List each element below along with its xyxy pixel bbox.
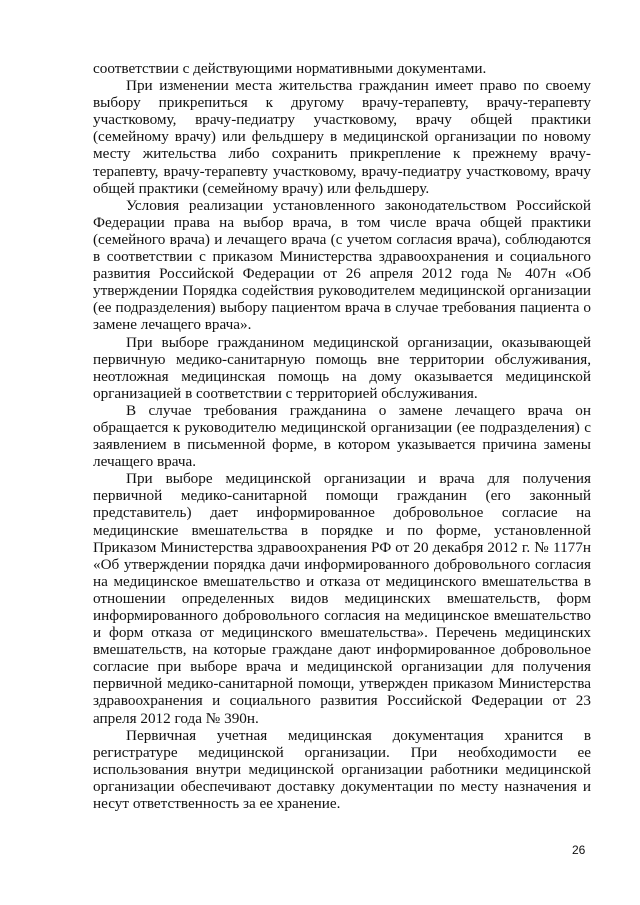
- paragraph-outside-territory: При выборе гражданином медицинской организации, оказывающей первичную медико-санитарную помощь вне территории обслуживания, неотложная медицинская помощь на дому оказывается медицинской организацией в соответствии с территорией обслуживания.: [93, 333, 591, 402]
- paragraph-doctor-replacement: В случае требования гражданина о замене лечащего врача он обращается к руководителю медицинской организации (ее подразделения) с заявлением в письменной форме, в котором указывается причина замены лечащего врача.: [93, 401, 591, 471]
- paragraph-documentation-storage: Первичная учетная медицинская документация хранится в регистратуре медицинской организации. При необходимости ее использования внутри медицинской организации работники медицинской организации обеспечивают доставку документации по месту назначения и несут ответственность за ее хранение.: [93, 726, 591, 813]
- paragraph-continuation: соответствии с действующими нормативными документами.: [93, 60, 487, 77]
- paragraph-informed-consent: При выборе медицинской организации и врача для получения первичной медико-санитарной помощи гражданин (его законный представитель) дает информированное добровольное согласие на медицинские вмешательства в порядке и по форме, установленной Приказом Министерства здравоохранения РФ от 20 декабря 2012 г. № 1177н «Об утверждении порядка дачи информированного добровольного согласия на медицинское вмешательство и отказа от медицинского вмешательства в отношении определенных видов медицинских вмешательств, форм информированного добровольного согласия на медицинское вмешательство и форм отказа от медицинского вмешательства». Перечень медицинских вмешательств, на которые граждане дают информированное добровольное согласие при выборе врача и медицинской организации для получения первичной медико-санитарной помощи, утвержден приказом Министерства здравоохранения и социального развития Российской Федерации от 23 апреля 2012 года № 390н.: [93, 470, 591, 727]
- paragraph-choice-conditions: Условия реализации установленного законодательством Российской Федерации права на выбор врача, в том числе врача общей практики (семейного врача) и лечащего врача (с учетом согласия врача), соблюдаются в соответствии с приказом Министерства здравоохранения и социального развития Российской Федерации от 26 апреля 2012 года № 407н «Об утверждении Порядка содействия руководителем медицинской организации (ее подразделения) выбору пациентом врача в случае требования пациента о замене лечащего врача».: [93, 196, 591, 334]
- document-body: [93, 60, 591, 812]
- page-number: 26: [572, 843, 586, 857]
- paragraph-change-residence: При изменении места жительства гражданин имеет право по своему выбору прикрепиться к другому врачу-терапевту, врачу-терапевту участковому, врачу-педиатру участковому, врачу общей практики (семейному врачу) или фельдшеру в медицинской организации по новому месту жительства либо сохранить прикрепление к прежнему врачу-терапевту, врачу-терапевту участковому, врачу-педиатру участковому, врачу общей практики (семейному врачу) или фельдшеру.: [93, 77, 591, 197]
